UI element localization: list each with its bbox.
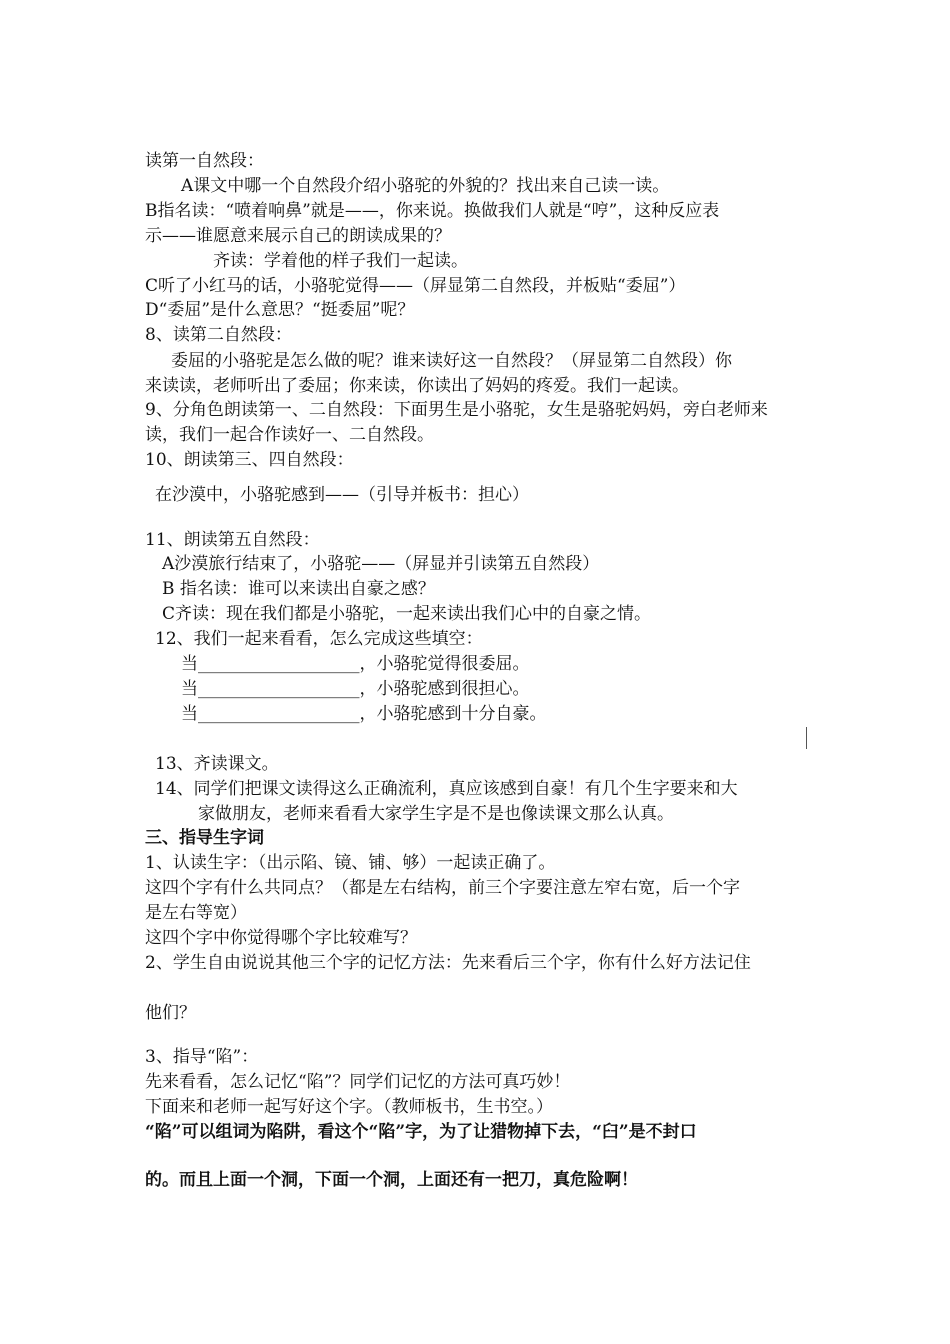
- text-line: 14、同学们把课文读得这么正确流利，真应该感到自豪！有几个生字要来和大: [155, 779, 738, 799]
- text-line: 这四个字中你觉得哪个字比较难写？: [145, 928, 417, 948]
- text-line: 家做朋友，老师来看看大家学生字是不是也像读课文那么认真。: [198, 804, 674, 824]
- section-heading: 3、指导“陷”：: [145, 1047, 259, 1067]
- fill-blank-line: 当___________________，小骆驼感到十分自豪。: [181, 704, 547, 724]
- section-heading-bold: 三、指导生字词: [145, 828, 264, 848]
- text-line: 在沙漠中，小骆驼感到——（引导并板书：担心）: [155, 485, 529, 505]
- text-line: 示——谁愿意来展示自己的朗读成果的？: [145, 226, 451, 246]
- text-line: B指名读：“喷着响鼻”就是——，你来说。换做我们人就是“哼”，这种反应表: [145, 201, 720, 221]
- text-line: 这四个字有什么共同点？（都是左右结构，前三个字要注意左窄右宽，后一个字: [145, 878, 740, 898]
- bold-text-line: “陷”可以组词为陷阱，看这个“陷”字，为了让猎物掉下去，“臼”是不封口: [145, 1122, 697, 1142]
- text-line: 他们？: [145, 1003, 196, 1023]
- text-line: 读，我们一起合作读好一、二自然段。: [145, 425, 434, 445]
- text-line: 是左右等宽）: [145, 903, 247, 923]
- section-heading: 11、朗读第五自然段：: [145, 530, 320, 550]
- section-heading: 9、分角色朗读第一、二自然段：下面男生是小骆驼，女生是骆驼妈妈，旁白老师来: [145, 400, 768, 420]
- text-line: 1、认读生字：（出示陷、镜、铺、够）一起读正确了。: [145, 853, 556, 873]
- bold-text-line: 的。而且上面一个洞，下面一个洞，上面还有一把刀，真危险啊！: [145, 1170, 638, 1190]
- fill-blank-line: 当___________________，小骆驼觉得很委屈。: [181, 654, 530, 674]
- section-heading: 12、我们一起来看看，怎么完成这些填空：: [155, 629, 483, 649]
- text-cursor: [806, 727, 807, 749]
- section-heading: 10、朗读第三、四自然段：: [145, 450, 354, 470]
- text-line: A课文中哪一个自然段介绍小骆驼的外貌的？找出来自己读一读。: [181, 176, 670, 196]
- text-line: C听了小红马的话，小骆驼觉得——（屏显第二自然段，并板贴“委屈”）: [145, 276, 686, 296]
- text-line: 2、学生自由说说其他三个字的记忆方法：先来看后三个字，你有什么好方法记住: [145, 953, 751, 973]
- text-line: C齐读：现在我们都是小骆驼，一起来读出我们心中的自豪之情。: [162, 604, 652, 624]
- fill-blank-line: 当___________________，小骆驼感到很担心。: [181, 679, 530, 699]
- section-heading: 13、齐读课文。: [155, 754, 279, 774]
- text-line: D“委屈”是什么意思？“挺委屈”呢？: [145, 300, 415, 320]
- text-line: 下面来和老师一起写好这个字。（教师板书，生书空。）: [145, 1097, 553, 1117]
- text-line: 读第一自然段：: [145, 151, 264, 171]
- text-line: A沙漠旅行结束了，小骆驼——（屏显并引读第五自然段）: [162, 554, 600, 574]
- text-line: 来读读，老师听出了委屈；你来读，你读出了妈妈的疼爱。我们一起读。: [145, 376, 689, 396]
- text-line: B 指名读：谁可以来读出自豪之感？: [162, 579, 435, 599]
- text-line: 齐读：学着他的样子我们一起读。: [213, 251, 468, 271]
- text-line: 委屈的小骆驼是怎么做的呢？谁来读好这一自然段？（屏显第二自然段）你: [171, 351, 732, 371]
- text-line: 先来看看，怎么记忆“陷”？同学们记忆的方法可真巧妙！: [145, 1072, 571, 1092]
- section-heading: 8、读第二自然段：: [145, 325, 292, 345]
